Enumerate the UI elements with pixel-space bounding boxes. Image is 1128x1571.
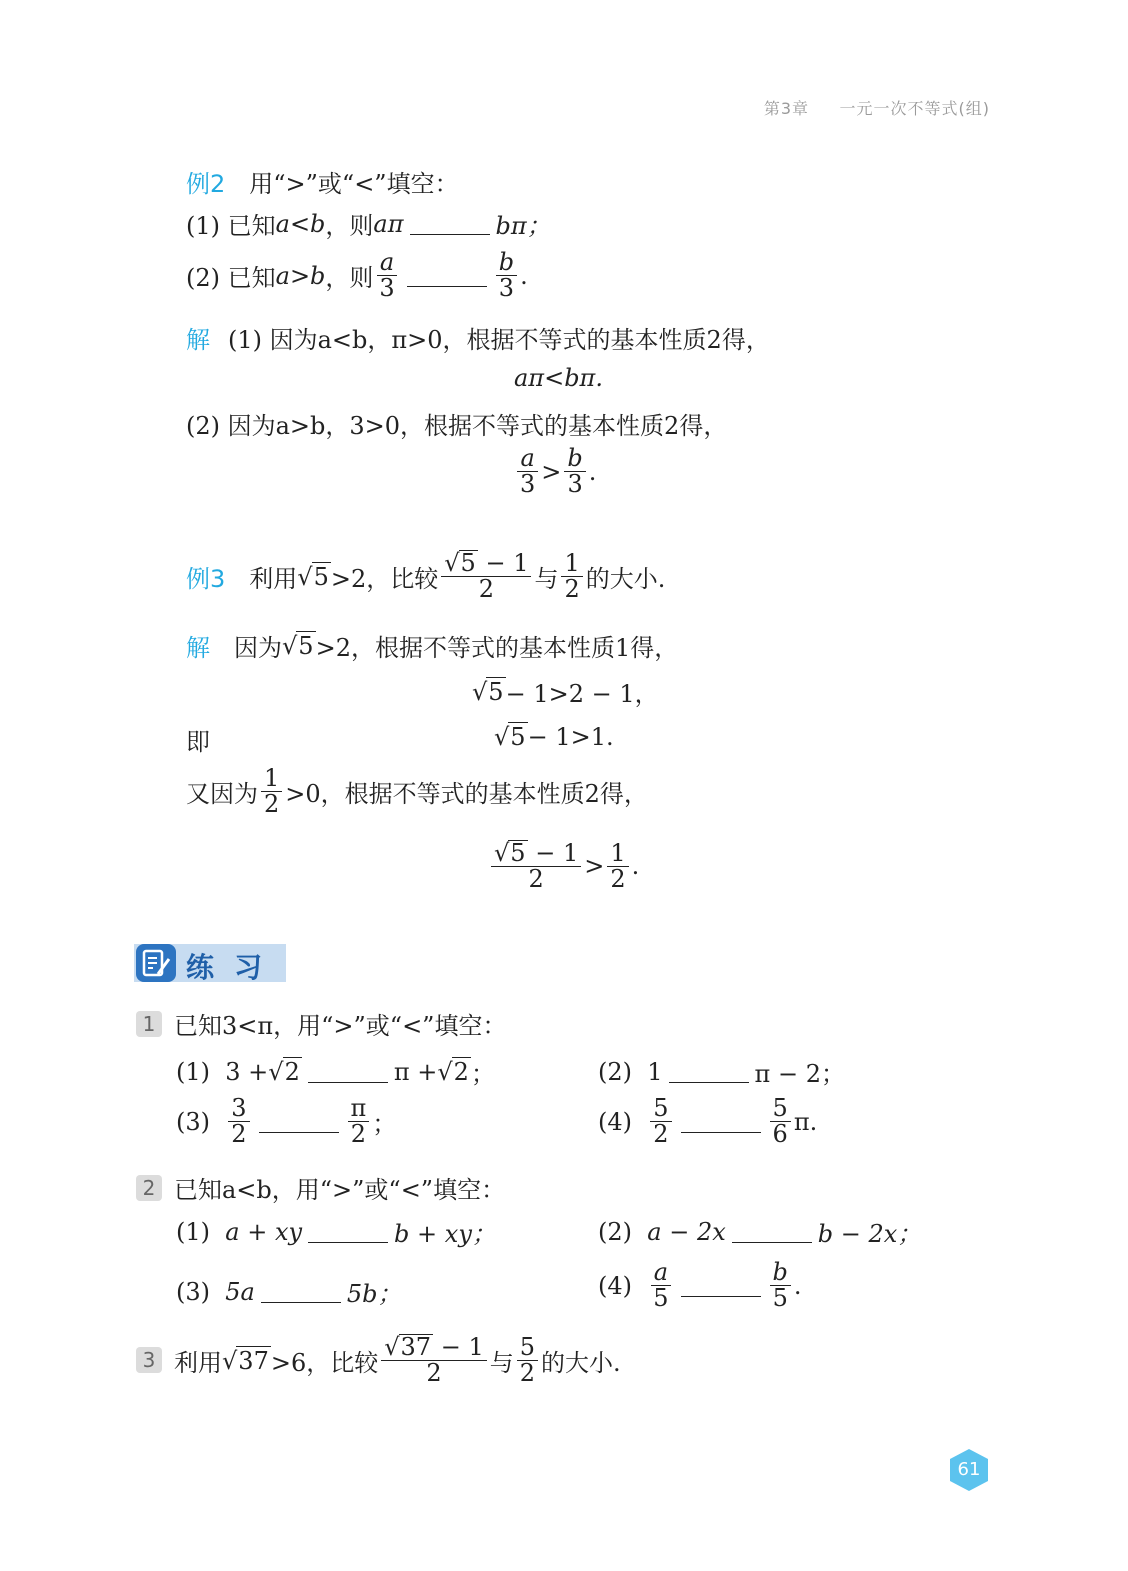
expr: a + xy [225,1217,303,1246]
ex2-sol2: (2) 因为a>b，3>0，根据不等式的基本性质2得， [186,412,728,440]
answer-blank[interactable] [259,1110,339,1133]
radicand: 2 [284,1058,300,1086]
radicand: 37 [400,1333,432,1361]
expr: π. [793,1107,818,1136]
fraction [650,1260,671,1311]
ex3-heading [186,550,665,602]
fraction [770,1260,791,1311]
sub-label: (4) [598,1271,632,1300]
denominator: 2 [564,574,580,603]
solution-label: 解 [186,634,210,662]
problem-number-badge: 3 [136,1347,162,1373]
numerator: a [651,1260,671,1286]
fraction [348,1096,370,1147]
ex3-sol3-label: 即 [186,728,210,756]
fraction [261,766,282,817]
semicolon: ； [470,1060,495,1088]
denominator: 3 [567,470,583,499]
denominator: 2 [610,864,626,893]
practice-title: 练习 [186,951,283,984]
sqrt: √ 2 [268,1058,300,1086]
ex3-sol3 [494,722,614,751]
fraction [650,1096,671,1147]
problem-prompt: 已知a<b，用“>”或“<”填空： [174,1176,506,1204]
fraction [517,446,538,497]
denominator: 2 [264,790,280,819]
page-number: 61 [957,1459,981,1480]
fraction [561,548,582,603]
numerator: a [517,446,537,472]
fraction [496,250,517,301]
numerator: 5 [770,1096,791,1122]
practice-2b [598,1214,921,1249]
ex2-sol1-result: aπ<bπ. [514,364,603,392]
practice-1c [176,1096,396,1147]
radicand: 5 [298,632,314,660]
denominator: 3 [520,470,536,499]
numerator: π [348,1096,370,1122]
sqrt: √ 37 [222,1346,269,1375]
sqrt: √ 5 [282,632,314,660]
expr: 5a [225,1277,255,1306]
sub-label: (1) [176,1057,210,1086]
expr: π − 2； [754,1060,845,1088]
ex2-q2-then: ，则 [325,264,374,293]
period: . [793,1271,802,1300]
fraction [441,550,531,602]
numerator: 1 [261,766,282,792]
sub-label: (2) [598,1057,632,1086]
op: < [289,209,311,238]
ex2-q1-then: ，则 [325,212,374,240]
radicand: 37 [238,1346,269,1375]
practice-1 [136,1006,506,1041]
minus-one: − 1 [527,839,579,867]
numerator: √ 5 − 1 [441,550,531,577]
numerator: 5 [650,1096,671,1122]
op: > [584,852,605,881]
a-pi: aπ [373,209,404,238]
numerator: 1 [561,551,582,577]
denominator: 2 [426,1359,442,1388]
numerator: b [496,250,517,276]
answer-blank[interactable] [410,212,490,235]
practice-2 [136,1170,505,1205]
expr: π + [393,1057,438,1086]
practice-3 [136,1334,621,1386]
denominator: 5 [653,1284,669,1313]
period: . [588,457,597,486]
numerator: b [770,1260,791,1286]
minus-one: − 1 [433,1333,484,1361]
running-header [764,96,990,119]
fraction [381,1334,486,1386]
practice-1a [176,1054,495,1089]
answer-blank[interactable] [732,1220,812,1243]
expr: a − 2x [647,1217,726,1246]
solution-text: − 1>2 − 1， [505,680,659,708]
ex2-heading [186,164,459,199]
denominator: 2 [478,575,494,604]
numerator: √ 5 − 1 [491,840,581,867]
ex3-text: 与 [534,564,559,593]
numerator: b [564,446,585,472]
ex2-q1 [186,206,551,241]
var-b: b [310,209,326,238]
fraction [517,1332,538,1387]
problem-text: 利用 [174,1348,222,1377]
op: > [289,261,311,290]
var-b: b [310,261,326,290]
problem-text: 的大小. [541,1348,621,1377]
practice-2a [176,1214,496,1249]
fraction [491,840,581,892]
expr: b − 2x； [817,1220,922,1248]
b-pi: bπ； [495,212,551,240]
ex2-sol1 [186,320,770,355]
solution-text: 因为 [234,634,282,662]
radicand: 5 [313,562,329,591]
sqrt: √ 2 [437,1058,469,1086]
ex2-q2-text: (2) 已知 [186,264,276,293]
sub-label: (2) [598,1217,632,1246]
answer-blank[interactable] [681,1274,761,1297]
ex2-prompt: 用“>”或“<”填空： [249,170,459,198]
ex3-sol1 [186,628,678,663]
denominator: 2 [350,1120,367,1149]
problem-prompt: 已知3<π，用“>”或“<”填空： [174,1012,507,1040]
numerator: √ 37 − 1 [381,1334,486,1361]
ex3-sol5 [488,840,639,892]
problem-number-badge: 1 [136,1011,162,1037]
radicand: 5 [460,549,476,577]
solution-text: − 1>1. [527,722,614,751]
solution-text: 又因为 [186,780,258,809]
sub-label: (4) [598,1107,632,1136]
ex2-label: 例2 [186,170,226,198]
sub-label: (3) [176,1107,210,1136]
denominator: 5 [772,1284,788,1313]
problem-number-badge: 2 [136,1175,162,1201]
ex2-sol2-result [514,446,596,497]
denominator: 2 [653,1120,669,1149]
radicand: 2 [453,1058,469,1086]
solution-label: 解 [186,326,210,354]
denominator: 2 [519,1358,535,1387]
var-a: a [275,261,290,290]
solution-text: (1) 因为a<b，π>0，根据不等式的基本性质2得， [228,326,770,354]
minus-one: − 1 [477,549,529,577]
var-a: a [275,209,290,238]
numerator: a [377,250,397,276]
answer-blank[interactable] [407,264,487,287]
solution-text: >2，根据不等式的基本性质1得， [315,634,679,662]
answer-blank[interactable] [308,1060,388,1083]
numerator: 1 [607,841,628,867]
practice-2c [176,1274,401,1309]
denominator: 6 [772,1120,788,1149]
ex2-q1-text: (1) 已知 [186,212,276,240]
practice-1b [598,1054,845,1089]
problem-text: 与 [489,1348,514,1377]
sqrt: √ 5 [297,562,329,591]
ex3-text: >2，比较 [330,564,439,593]
op: > [541,457,562,486]
fraction [376,250,397,301]
numerator: 5 [517,1335,538,1361]
fraction [228,1096,249,1147]
ex3-text: 利用 [249,564,298,593]
practice-1d [598,1096,817,1147]
ex3-sol4 [186,766,648,817]
chapter-title: 一元一次不等式(组) [839,99,990,118]
solution-text: >0，根据不等式的基本性质2得， [285,780,648,809]
expr: 1 [647,1057,663,1086]
practice-2d [598,1260,802,1311]
expr: b + xy； [394,1220,496,1248]
fraction [564,446,585,497]
radicand: 5 [488,678,504,706]
semicolon: ； [372,1110,397,1139]
denominator: 3 [498,274,515,303]
fraction [770,1096,791,1147]
fraction [607,838,628,893]
answer-blank[interactable] [308,1220,388,1243]
answer-blank[interactable] [261,1280,341,1303]
period: . [520,261,528,290]
period: . [631,852,640,881]
denominator: 3 [379,274,395,303]
answer-blank[interactable] [669,1060,749,1083]
ex3-label: 例3 [186,564,226,593]
numerator: 3 [228,1096,249,1122]
sub-label: (3) [176,1277,210,1306]
denominator: 2 [528,865,544,894]
expr: 5b； [346,1280,402,1308]
radicand: 5 [510,723,526,751]
answer-blank[interactable] [681,1110,761,1133]
expr: 3 + [225,1057,269,1086]
chapter-label: 第3章 [763,99,810,118]
denominator: 2 [231,1120,247,1149]
pencil-note-icon [136,944,176,982]
sub-label: (1) [176,1217,210,1246]
problem-text: >6，比较 [270,1348,379,1377]
sqrt: √ 5 [472,678,504,706]
ex3-sol2 [472,674,659,709]
ex3-text: 的大小. [585,564,666,593]
sqrt: √ 5 [494,723,526,751]
ex2-q2 [186,250,528,301]
radicand: 5 [510,839,526,867]
